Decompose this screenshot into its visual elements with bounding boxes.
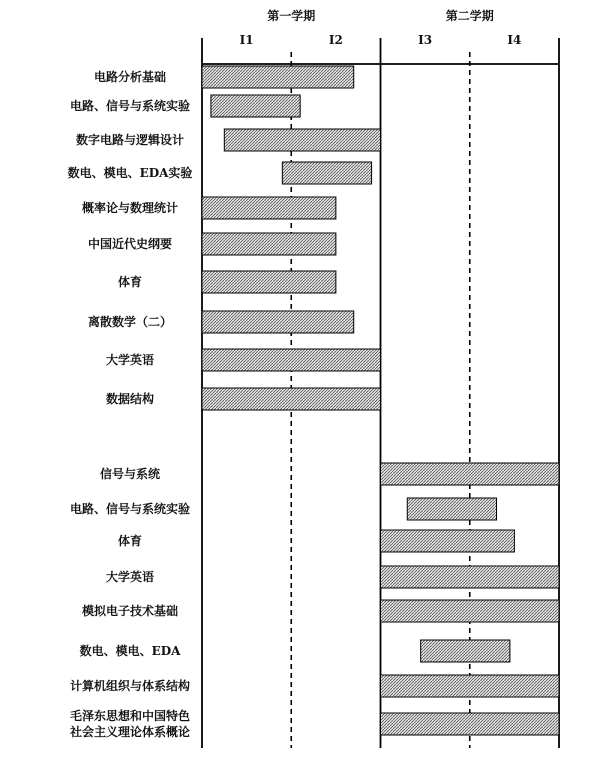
course-bar [211, 95, 300, 117]
course-label: 数电、模电、EDA实验 [67, 166, 193, 180]
course-bar [202, 349, 381, 371]
term-label: I3 [418, 33, 433, 47]
course-bar [421, 640, 510, 662]
term-label: I4 [507, 33, 522, 47]
term-label: I1 [239, 33, 254, 47]
course-label: 社会主义理论体系概论 [69, 725, 191, 739]
course-bar [381, 463, 560, 485]
course-bar [282, 162, 371, 184]
semester-label: 第一学期 [267, 9, 316, 23]
semester-label: 第二学期 [445, 9, 494, 23]
course-label: 体育 [117, 534, 143, 548]
course-bar [381, 675, 560, 697]
term-label: I2 [328, 33, 343, 47]
course-bar [202, 271, 336, 293]
course-bar [381, 713, 560, 735]
course-label: 体育 [117, 275, 143, 289]
course-bar [202, 311, 354, 333]
course-label: 电路分析基础 [93, 70, 167, 84]
course-bar [202, 388, 381, 410]
course-label: 电路、信号与系统实验 [69, 502, 191, 516]
course-label: 数据结构 [105, 392, 155, 406]
course-bar [202, 233, 336, 255]
course-bar [381, 600, 560, 622]
course-labels [68, 69, 193, 739]
course-bar [202, 66, 354, 88]
course-label: 信号与系统 [99, 467, 161, 481]
course-bar [381, 530, 515, 552]
course-bar [202, 197, 336, 219]
course-label: 数电、模电、EDA [79, 644, 181, 658]
course-label: 模拟电子技术基础 [81, 604, 179, 618]
course-label: 离散数学（二） [87, 315, 173, 329]
course-bar [224, 129, 380, 151]
course-label: 大学英语 [105, 570, 155, 584]
course-label: 计算机组织与体系结构 [69, 679, 191, 693]
course-label: 数字电路与逻辑设计 [75, 133, 185, 147]
course-label: 电路、信号与系统实验 [69, 99, 191, 113]
course-label: 大学英语 [105, 353, 155, 367]
course-label: 毛泽东思想和中国特色 [69, 709, 191, 723]
course-label: 概率论与数理统计 [81, 201, 179, 215]
course-bar [407, 498, 496, 520]
course-bar [381, 566, 560, 588]
course-label: 中国近代史纲要 [87, 237, 173, 251]
